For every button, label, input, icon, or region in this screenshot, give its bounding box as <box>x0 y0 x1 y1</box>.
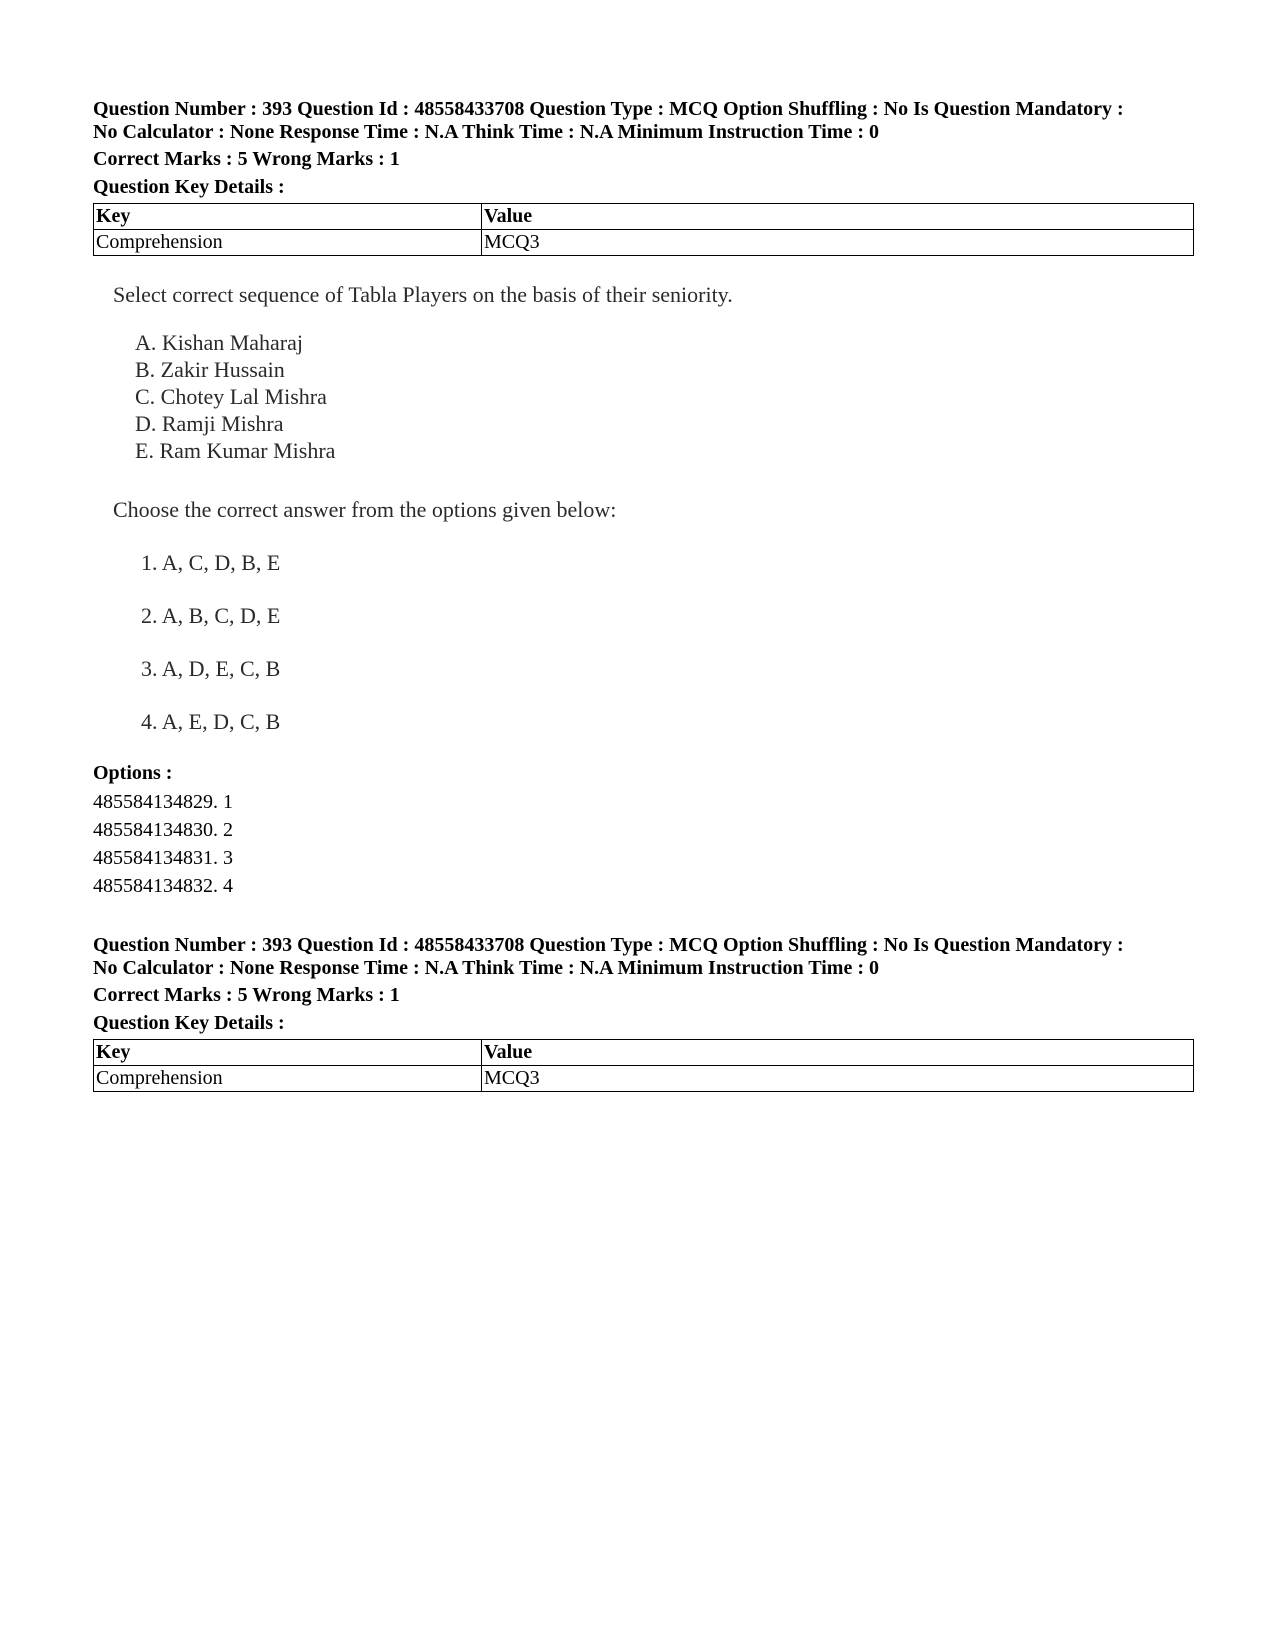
table-header-key: Key <box>94 204 482 230</box>
option-item: 485584134832. 4 <box>93 875 233 897</box>
table-row <box>94 230 1194 256</box>
question-stem: Select correct sequence of Tabla Players on the basis of their seniority. <box>113 282 733 307</box>
key-details-label: Question Key Details : <box>93 1012 285 1034</box>
option-item: 485584134830. 2 <box>93 819 233 841</box>
answer-choice: 3. A, D, E, C, B <box>141 656 281 681</box>
table-cell-value: MCQ3 <box>482 1066 1194 1092</box>
question-header-block <box>93 934 1194 1092</box>
answer-choice: 2. A, B, C, D, E <box>141 603 281 628</box>
choose-instruction: Choose the correct answer from the options given below: <box>113 497 617 522</box>
key-details-table <box>93 1039 1194 1092</box>
table-header-value: Value <box>482 1040 1194 1066</box>
table-header-row <box>94 204 1194 230</box>
option-item: 485584134829. 1 <box>93 791 233 813</box>
table-cell-value: MCQ3 <box>482 230 1194 256</box>
list-item: A. Kishan Maharaj <box>135 330 304 355</box>
answer-choice: 1. A, C, D, B, E <box>141 550 281 575</box>
question-meta-line-2: No Calculator : None Response Time : N.A Think Time : N.A Minimum Instruction Time : 0 <box>93 957 879 979</box>
table-row <box>94 1066 1194 1092</box>
table-cell-key: Comprehension <box>94 1066 482 1092</box>
question-meta-line-1: Question Number : 393 Question Id : 48558433708 Question Type : MCQ Option Shuffling : No Is Question Mandatory : <box>93 98 1124 120</box>
key-details-label: Question Key Details : <box>93 176 285 198</box>
options-label: Options : <box>93 762 173 784</box>
table-header-value: Value <box>482 204 1194 230</box>
list-item: C. Chotey Lal Mishra <box>135 384 327 409</box>
answer-choice: 4. A, E, D, C, B <box>141 709 281 734</box>
question-header-block <box>93 98 1194 256</box>
table-header-key: Key <box>94 1040 482 1066</box>
question-meta-line-1: Question Number : 393 Question Id : 48558433708 Question Type : MCQ Option Shuffling : No Is Question Mandatory : <box>93 934 1124 956</box>
list-item: E. Ram Kumar Mishra <box>135 438 336 463</box>
list-item: B. Zakir Hussain <box>135 357 285 382</box>
option-item: 485584134831. 3 <box>93 847 233 869</box>
question-meta-line-2: No Calculator : None Response Time : N.A Think Time : N.A Minimum Instruction Time : 0 <box>93 121 879 143</box>
key-details-table <box>93 203 1194 256</box>
list-item: D. Ramji Mishra <box>135 411 284 436</box>
table-header-row <box>94 1040 1194 1066</box>
marks-line: Correct Marks : 5 Wrong Marks : 1 <box>93 984 400 1006</box>
marks-line: Correct Marks : 5 Wrong Marks : 1 <box>93 148 400 170</box>
table-cell-key: Comprehension <box>94 230 482 256</box>
